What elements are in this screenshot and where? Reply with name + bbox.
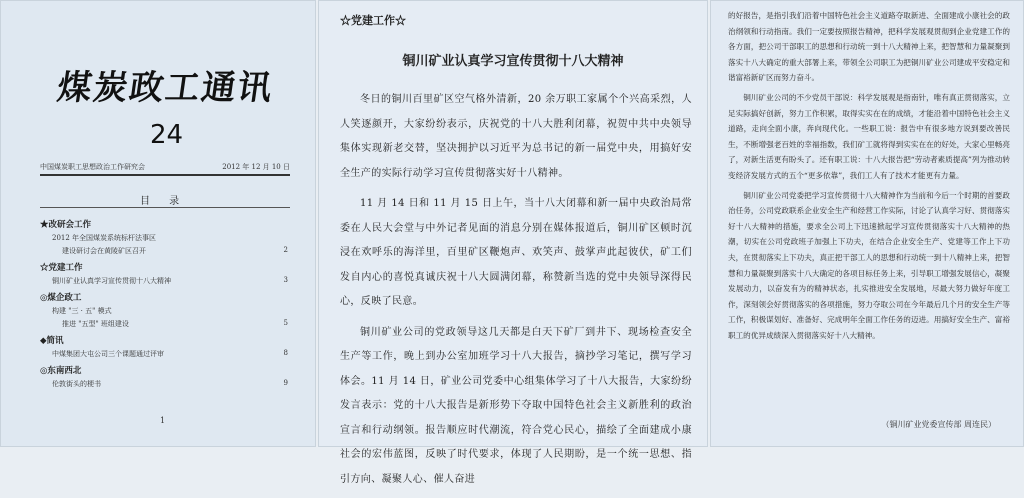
publication-info bbox=[40, 160, 290, 174]
article-paragraph: 冬日的铜川百里矿区空气格外清新，20 余万职工家属个个兴高采烈，人人笑逐颜开，大家纷纷表示，庆祝党的十八大胜利闭幕，祝贺中共中央领导集体实现新老交替，坚决拥护以习近平为总书记的新一届党中央，用搞好安全生产的实际行动学习宣传贯彻落实好十八精神。 bbox=[340, 94, 692, 179]
continuation-paragraph: 铜川矿业公司的不少党员干部说：科学发展观是指南针，唯有真正贯彻落实，立足实际搞好创新，努力工作积累，取得实实在在的成绩，才能沿着中国特色社会主义道路，走向全面小康，奔向现代化。一些职工说：报告中有很多地方说到要改善民生，不断增强老百姓的幸福指数，我们矿工就将得到实实在在的好处，大家心里畅亮了，对新生活更有盼头了。还有职工说：十八大报告把“劳动者素质提高”列为推动转变经济发展方式的五个“更多依靠”，我们工人有了技术才能更有力量。 bbox=[728, 92, 1010, 180]
continuation-page bbox=[710, 0, 1024, 447]
toc-section-heading: ◎煤企政工 bbox=[40, 293, 82, 303]
header-divider bbox=[40, 174, 290, 176]
table-of-contents bbox=[40, 213, 290, 389]
toc-entry-title: 伦敦街头的梗书 bbox=[52, 380, 101, 388]
continuation-paragraph: 铜川矿业公司党委把学习宣传贯彻十八大精神作为当前和今后一个时期的首要政治任务，公司党政联系企业安全生产和经营工作实际，讨论了认真学习好、贯彻落实好十八大精神的措施，要求全公司上下迅速掀起学习宣传贯彻落实十八大精神的热潮，切实在公司党政班子加强上下功夫，在结合企业安全生产、党建等工作上下功夫，在贯彻落实上下功夫，真正把干部工人的思想和行动统一到十八精神上来，把智慧和力量凝聚到落实十八大确定的各项目标任务上来，引导职工增强发展信心，凝聚发展动力，以奋发有为的精神状态，扎实推进安全发展地，尽最大努力做好年度工作，深刻领会好贯彻落实的各项措施，努力夺取公司在今年最后几个月的安全生产等工作，积极谋划好、准备好、完成明年全面工作任务的迈进。用搞好安全生产、富裕职工的优异成绩深入贯彻落实好十八大精神。 bbox=[728, 190, 1010, 340]
cover-page bbox=[0, 0, 316, 447]
toc-section-heading: ◆简讯 bbox=[40, 336, 64, 346]
toc-entry[interactable] bbox=[52, 233, 290, 243]
author-signature: （铜川矿业党委宣传部 周连民） bbox=[881, 420, 996, 429]
publisher-name: 中国煤炭职工思想政治工作研究会 bbox=[40, 163, 145, 171]
toc-entry[interactable] bbox=[52, 319, 290, 329]
toc-entry-page: 9 bbox=[283, 379, 288, 387]
toc-divider bbox=[40, 207, 290, 208]
publication-date: 2012 年 12 月 10 日 bbox=[222, 163, 290, 171]
toc-entry-page: 5 bbox=[283, 319, 288, 327]
toc-section-heading: ◎东南西北 bbox=[40, 366, 82, 376]
toc-entry[interactable] bbox=[52, 349, 290, 359]
toc-section-heading: ★改研会工作 bbox=[40, 220, 92, 230]
toc-entry-title: 推进 "五型" 班组建设 bbox=[62, 320, 129, 328]
toc-entry-page: 2 bbox=[283, 246, 288, 254]
article-title: 铜川矿业认真学习宣传贯彻十八大精神 bbox=[402, 54, 624, 69]
toc-section-heading: ☆党建工作 bbox=[40, 263, 83, 273]
toc-entry-title: 构建 "三 · 五" 模式 bbox=[52, 307, 112, 315]
section-label: ☆党建工作☆ bbox=[340, 14, 406, 27]
article-page bbox=[318, 0, 708, 485]
toc-entry[interactable] bbox=[52, 246, 290, 256]
toc-entry[interactable] bbox=[52, 379, 290, 389]
article-paragraph: 11 月 14 日和 11 月 15 日上午，当十八大闭幕和新一届中央政治局常委在人民大会堂与中外记者见面的消息分别在媒体报道后，铜川矿区顿时沉浸在欢呼乐的海洋里，百里矿区鞭炮声、欢笑声、鼓掌声此起彼伏，矿工们发自内心的喜悦真诚庆祝十八大圆满闭幕，称赞新当选的党中央领导深得民心，反映了民意。 bbox=[340, 198, 692, 307]
toc-entry-page: 3 bbox=[283, 276, 288, 284]
continuation-body bbox=[728, 8, 1010, 347]
toc-entry[interactable] bbox=[52, 306, 290, 316]
masthead-title: 煤炭政工通讯 bbox=[54, 68, 277, 108]
toc-entry-title: 铜川矿业认真学习宣传贯彻十八大精神 bbox=[52, 277, 171, 285]
page-number: 1 bbox=[160, 416, 166, 425]
toc-title: 目 录 bbox=[140, 196, 188, 207]
issue-number: 24 bbox=[150, 120, 184, 150]
toc-entry-title: 建设研讨会在黄陵矿区召开 bbox=[62, 247, 146, 255]
toc-entry[interactable] bbox=[52, 276, 290, 286]
toc-entry-page: 8 bbox=[283, 349, 288, 357]
toc-entry-title: 中煤集团大屯公司三个课题通过评审 bbox=[52, 350, 164, 358]
article-paragraph: 铜川矿业公司的党政领导这几天都是白天下矿厂到井下、现场检查安全生产等工作，晚上到办公室加班学习十八大报告，摘抄学习笔记，撰写学习体会。11 月 14 日，矿业公司党委中心组集体学习了十八大报告，大家纷纷发言表示：党的十八大报告是新形势下夺取中国特色社会主义新胜利的政治宣言和行动纲领。报告顺应时代潮流，符合党心民心，描绘了全面建成小康社会的宏伟蓝图，反映了时代要求，体现了人民期盼，是一个统一思想、指引方向、凝聚人心、催人奋进 bbox=[340, 326, 692, 485]
article-body bbox=[340, 88, 692, 498]
continuation-paragraph: 的好报告，是指引我们沿着中国特色社会主义道路夺取新进、全面建成小康社会的政治纲领和行动指南。我们一定要按照报告精神，把科学发展观贯彻到企业党建工作的各方面，把公司干部职工的思想和行动统一到十八大精神上来，把智慧和力量凝聚到落实十八大确定的重大部署上来，带领全公司职工为把铜川矿业公司建成平安稳定和谐富裕新矿区而努力奋斗。 bbox=[728, 11, 1010, 83]
toc-entry-title: 2012 年全国煤炭系统标杆法事区 bbox=[52, 234, 157, 242]
